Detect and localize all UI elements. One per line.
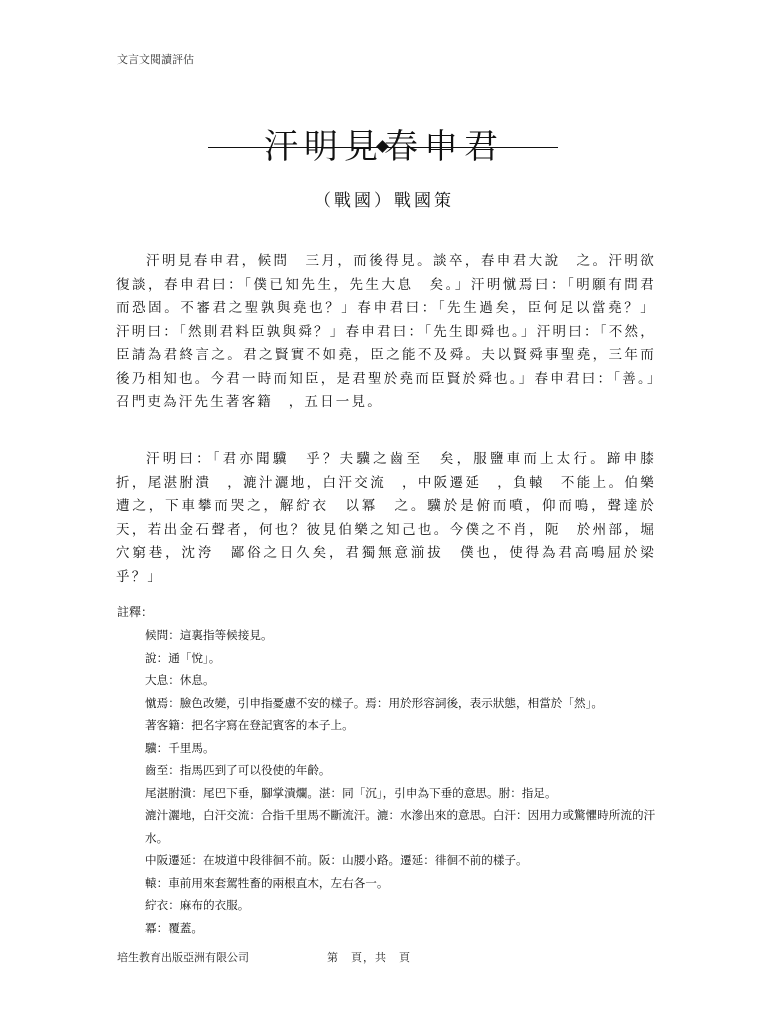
notes-list: [145, 624, 665, 939]
note-item: 大息：休息。: [145, 673, 215, 687]
passage-paragraph-2: 汗明曰：「君亦聞驥 乎？夫驥之齒至 矣，服鹽車而上太行。蹄申膝折，尾湛胕潰 ，漉汁灑地，白汗交流 ，中阪遷延 ，負轅 不能上。伯樂遭之，下車攀而哭之，解紵衣 以冪 之。驥於是俯而噴，仰而鳴，聲達於天，若出金石聲者，何也？彼見伯樂之知己也。今僕之不肖，阨 於州部，堀穴窮巷，沈洿 鄙俗之日久矣，君獨無意湔拔 僕也，使得為君高鳴屈於梁乎？」: [116, 451, 656, 585]
note-item: 冪：覆蓋。: [145, 920, 203, 935]
passage-paragraph-1: 汗明見春申君，候問 三月，而後得見。談卒，春申君大說 之。汗明欲復談，春申君曰：「僕已知先生，先生大息 矣。」汗明憱焉曰：「明願有問君而恐固。不審君之聖孰與堯也？」春申君曰：「先生過矣，臣何足以當堯？」汗明曰：「然則君料臣孰與舜？」春申君曰：「先生即舜也。」汗明曰：「不然，臣請為君終言之。君之賢實不如堯，臣之能不及舜。夫以賢舜事聖堯，三年而後乃相知也。今君一時而知臣，是君聖於堯而臣賢於舜也。」春申君曰：「善。」召門吏為汗先生著客籍 ，五日一見。: [116, 253, 656, 410]
note-item: 齒至：指馬匹到了可以役使的年齡。: [145, 763, 331, 777]
note-item: 尾湛胕潰：尾巴下垂，腳掌潰爛。湛：同「沉」，引申為下垂的意思。胕：指足。: [145, 785, 557, 800]
notes-heading: 註釋：: [117, 605, 154, 619]
note-item: 著客籍：把名字寫在登記賓客的本子上。: [145, 718, 354, 732]
source-subtitle: （戰國）戰國策: [314, 191, 454, 211]
note-item: 憱焉：臉色改變，引申指憂慮不安的樣子。焉：用於形容詞後，表示狀態，相當於「然」。: [145, 695, 603, 710]
header-tag: 文言文閱讀評估: [117, 53, 194, 66]
note-item: 轅：車前用來套駕牲畜的兩根直木，左右各一。: [145, 875, 389, 890]
note-item: 紵衣：麻布的衣服。: [145, 898, 250, 912]
note-item: 驥：千里馬。: [145, 740, 215, 755]
note-item: 說：通「悅」。: [145, 650, 221, 665]
note-item: 候問：這裏指等候接見。: [145, 628, 273, 642]
footer-page-number: 第 頁，共 頁: [327, 951, 411, 964]
note-item: 漉汁灑地，白汗交流：合指千里馬不斷流汗。漉：水滲出來的意思。白汗：因用力或驚懼時所流的汗水。: [145, 808, 656, 845]
note-item: 中阪遷延：在坡道中段徘徊不前。阪：山腰小路。遷延：徘徊不前的樣子。: [145, 853, 528, 867]
footer-publisher: 培生教育出版亞洲有限公司: [117, 951, 249, 964]
